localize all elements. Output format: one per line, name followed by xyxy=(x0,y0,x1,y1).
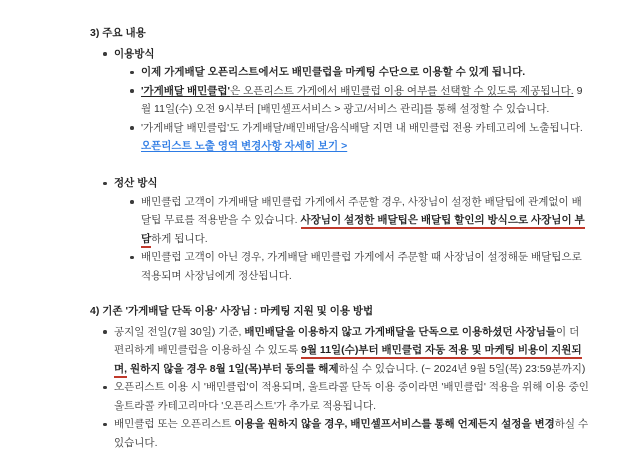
sub-bullet-list xyxy=(114,63,589,137)
red-underline-emphasis: 9월 11일(수)부터 배민클럽 자동 적용 및 마케팅 비용이 지원되며, xyxy=(114,344,582,378)
section3-heading: 3) 주요 내용 xyxy=(90,27,146,39)
bold-emphasis: 이제 가게배달 오픈리스트에서도 배민클럽을 마케팅 수단으로 이용할 수 있게 됩니다. xyxy=(141,66,526,78)
text-segment: '가게배달 배민클럽'도 가게배달/배민배달/음식배달 지면 내 배민클럽 전용 카테고리에 노출됩니다. xyxy=(141,121,583,134)
group-title: 이용방식 xyxy=(114,47,155,60)
bold-emphasis: 배민배달을 이용하지 않고 가게배달을 단독으로 이용하셨던 사장님들 xyxy=(244,325,557,338)
group-title: 정산 방식 xyxy=(114,177,158,189)
bullet-item xyxy=(114,82,589,119)
red-underline-emphasis: 사장님이 설정한 배달팁은 배달팁 할인의 방식으로 사장님이 부담 xyxy=(141,214,585,248)
text-segment: 배민클럽 또는 오픈리스트 xyxy=(114,418,235,430)
section-existing-user-guide xyxy=(90,302,592,452)
sub-bullet-list xyxy=(114,193,589,286)
text-segment: 이 더 편리하게 배민클럽을 이용하실 수 있도록 xyxy=(114,325,583,356)
bullet-item xyxy=(90,323,589,379)
bullet-item xyxy=(114,63,589,82)
bold-emphasis: 원하지 않을 경우 8월 1일(목)부터 동의를 해제 xyxy=(129,362,339,375)
text-segment: 하실 수 있습니다. xyxy=(114,418,592,449)
section4-heading: 4) 기존 '가게배달 단독 이용' 사장님 : 마케팅 지원 및 이용 방법 xyxy=(90,305,374,317)
section4-bullet-list xyxy=(90,323,592,453)
bullet-item xyxy=(114,248,589,285)
section3-group-list xyxy=(90,45,589,286)
bold-emphasis: '가게배달 배민클럽' xyxy=(141,84,231,97)
bullet-item xyxy=(114,193,589,249)
text-segment: 배민클럽 고객이 가게배달 배민클럽 가게에서 주문할 경우, 사장님이 설정한 배달팁에 관계없이 배달팁 무료를 적용받을 수 있습니다. xyxy=(141,195,582,226)
bullet-group-settlement xyxy=(90,174,589,285)
underlined-text: 은 오픈리스트 가게에서 배민클럽 이용 여부를 선택할 수 있도록 제공됩니다. xyxy=(230,84,574,97)
bullet-group-usage xyxy=(90,45,589,156)
bullet-item xyxy=(90,415,592,452)
bullet-item xyxy=(114,119,589,138)
text-segment: 오픈리스트 이용 시 '배민클럽'이 적용되며, 울트라콜 단독 이용 중이라면 '배민클럽' 적용을 위해 이용 중인 울트라콜 카테고리마다 '오픈리스트'가 추가로 적용됩니다. xyxy=(114,381,592,412)
text-segment: 배민클럽 고객이 아닌 경우, 가게배달 배민클럽 가게에서 주문할 때 사장님이 설정해둔 배달팁으로 적용되며 사장님에게 정산됩니다. xyxy=(141,251,585,282)
section-main-content xyxy=(90,24,589,285)
text-segment: 하게 됩니다. xyxy=(151,232,208,245)
openlist-detail-link[interactable]: 오픈리스트 노출 영역 변경사항 자세히 보기 > xyxy=(141,140,348,152)
bullet-item xyxy=(90,378,592,415)
text-segment: 하실 수 있습니다. (~ 2024년 9월 5일(목) 23:59분까지) xyxy=(338,362,586,375)
text-segment: 공지일 전일(7월 30일) 기준, xyxy=(114,325,245,338)
bold-emphasis: 이용을 원하지 않을 경우, 배민셀프서비스를 통해 언제든지 설정을 변경 xyxy=(234,418,555,430)
text-segment: 9월 11일(수) 오전 9시부터 [배민셀프서비스 > 광고/서비스 관리]를 통해 설정할 수 있습니다. xyxy=(141,84,583,115)
